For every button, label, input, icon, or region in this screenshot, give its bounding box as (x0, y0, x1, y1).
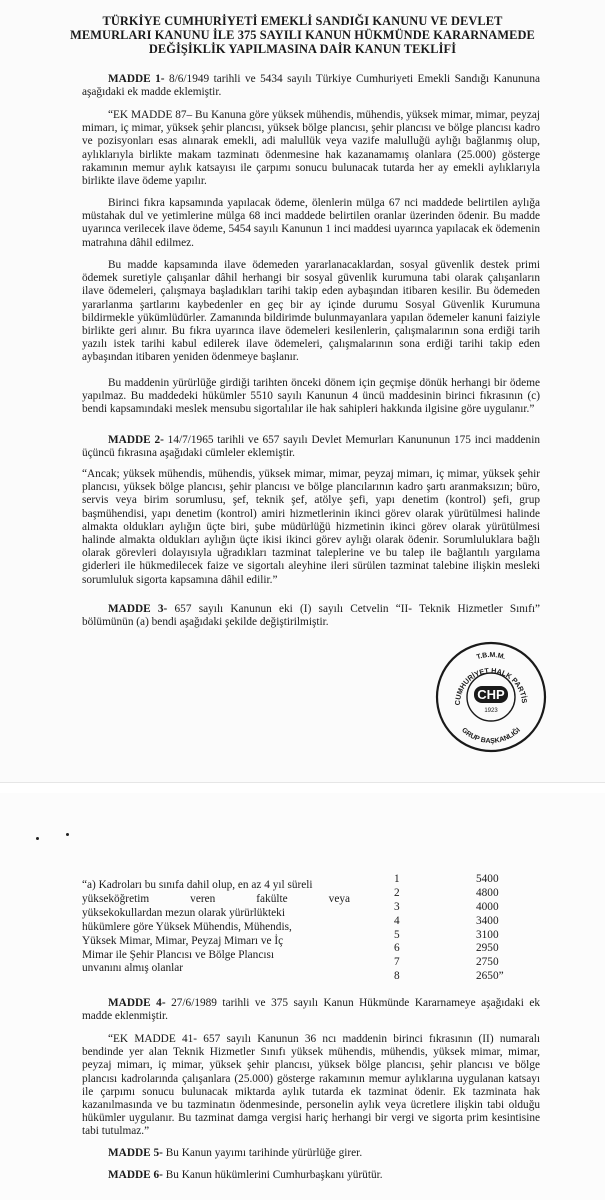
chp-group-stamp (432, 638, 550, 756)
madde-6-text: Bu Kanun hükümlerini Cumhurbaşkanı yürütür. (165, 1169, 383, 1181)
kadro-line: yükseköğretim veren fakülte veya (82, 892, 350, 905)
madde-1-intro (82, 73, 540, 99)
madde-1-heading: MADDE 1- (108, 73, 165, 85)
kadro-line: Yüksek Mimar, Mimar, Peyzaj Mimarı ve İç (82, 934, 284, 947)
madde-3-intro-text: 657 sayılı Kanunun eki (I) sayılı Cetvelin “II- Teknik Hizmetler Sınıfı” bölümünün (a) bendi aşağıdaki şekilde değiştirilmiştir. (82, 603, 540, 629)
kadro-line: unvanını almış olanlar (82, 962, 184, 975)
table-row: 6 2950 (394, 942, 499, 955)
scan-mark (66, 833, 69, 836)
title-line-1: TÜRKİYE CUMHURİYETİ EMEKLİ SANDIĞI KANUNU VE DEVLET (102, 14, 503, 28)
madde-4-intro-text: 27/6/1989 tarihli ve 375 sayılı Kanun Hükmünde Kararnameye aşağıdaki ek madde eklenmiştir. (82, 997, 540, 1023)
page-gap (0, 783, 605, 793)
stamp-top-text: T.B.M.M. (475, 651, 507, 662)
madde-2-paragraph-1: “Ancak; yüksek mühendis, mühendis, yüksek mimar, mimar, peyzaj mimarı, iç mimar, yüksek şehir plancısı, yüksek bölge plancısı, şehir plancısı ve bölge plancılarının kadro şartı aranmaksızın; büro, servis veya birim sorumlusu, şef, teknik şef, atölye şefi, yapı denetim (kontrol) şefi, grup başmühendisi, yapı denetim (kontrol) amiri hizmetlerinin ikinci görev olarak yürütülmesi halinde almakta oldukları aylığın üçte biri, şube müdürlüğü hizmetinin ikinci görev olarak yürütülmesi halinde almakta oldukları aylığın üçte ikisi ikinci görev aylığı olarak ödenir. Sorumluluklara bağlı olarak görevleri dolayısıyla uğradıkları tazminat taleplerine ve bu talep ile bağlantılı yargılama giderleri ile hükmedilecek faize ve sigortalı aleyhine ileri sürülen tazminat talebine ilişkin mesleki sorumluluk sigorta kapsamına dâhil edilir.” (82, 468, 540, 586)
kadro-line: Mimar ile Şehir Plancısı ve Bölge Plancısı (82, 948, 275, 961)
scan-mark (36, 837, 39, 840)
madde-6-heading: MADDE 6- (108, 1169, 163, 1181)
stamp-logo-text: CHP (477, 687, 505, 702)
madde-1-paragraph-2: Birinci fıkra kapsamında yapılacak ödeme, ölenlerin mülga 67 nci maddede belirtilen aylığa müstahak dul ve yetimlerine mülga 68 inci maddede belirtilen oranlar üzerinden ödenir. Bu madde uyarınca verilecek ilave ödeme, 5454 sayılı Kanunun 1 inci maddesi uyarınca yapılacak ek ödemenin matrahına dâhil edilmez. (82, 197, 540, 249)
table-row: 7 2750 (394, 956, 499, 969)
madde-5-heading: MADDE 5- (108, 1147, 163, 1159)
kadro-line: hükümlere göre Yüksek Mühendis, Mühendis, (82, 920, 292, 933)
kadro-line: yüksekokullardan mezun olarak yürürlükteki (82, 906, 285, 919)
madde-1-paragraph-1: “EK MADDE 87– Bu Kanuna göre yüksek mühendis, mühendis, yüksek mimar, mimar, peyzaj mimarı, iç mimar, yüksek şehir plancısı, yüksek bölge plancısı, şehir plancısı ve bölge plancısı kadro ve pozisyonları esas alınarak emekli, adi malullük veya vazife malulluğü aylığı bağlanmış olup, aylıklarıyla birlikte makam tazminatı ödenmesine hak kazanamamış olanlara (25.000) gösterge rakamının memur aylık katsayısı ile çarpımı sonucu bulunacak tutarda her ay emekli aylıklarıyla birlikte ilave ödeme yapılır. (82, 109, 540, 188)
madde-1-paragraph-3: Bu madde kapsamında ilave ödemeden yararlanacaklardan, sosyal güvenlik destek primi ödemek suretiyle çalışanlar dâhil herhangi bir sosyal güvenlik kurumuna tabi olarak çalışanların ilave ödemeleri, çalışmaya başladıkları tarihi takip eden aybaşından itibaren kesilir. Bu ödemeden yararlanma şartlarını kaybedenler en geç bir ay içinde durumu Sosyal Güvenlik Kurumuna bildirmekle yükümlüdürler. Zamanında bildirimde bulunmayanlara yapılan ödemeler kanuni faiziyle birlikte geri alınır. Bu fıkra uyarınca ilave ödemeleri kesilenlerin, çalışmalarının sona erdiği tarih yazılı istek tarihi kabul edilerek ilave ödemeleri, çalışmalarının sona erdiği tarihi takip eden aybaşından itibaren yeniden ödenmeye başlanır. (82, 259, 540, 364)
madde-4-paragraph-1: “EK MADDE 41- 657 sayılı Kanunun 36 ncı maddenin birinci fıkrasının (II) numaralı bendinde yer alan Teknik Hizmetler Sınıfı yüksek mühendis, mühendis, yüksek mimar, mimar, peyzaj mimarı, iç mimar, yüksek şehir plancısı, yüksek bölge plancısı, şehir plancısı ve bölge plancısı kadrolarında çalışanlara (25.000) gösterge rakamının memur aylıklarına uygulanan katsayı ile çarpımı sonucu bulunacak miktarda aylık tutarda ek tazminat ödenir. Ek tazminata hak kazanılmasında ve bu tazminatın ödenmesinde, personelin aylık veya ücretlere ilişkin tabi olduğu hükümler uygulanır. Bu tazminat damga vergisi hariç herhangi bir vergi ve sigorta prim kesintisine tabi tutulmaz.” (82, 1033, 540, 1138)
table-row: 3 4000 (394, 900, 499, 913)
title-line-2: MEMURLARI KANUNU İLE 375 SAYILI KANUN HÜKMÜNDE KARARNAMEDE (70, 28, 535, 42)
madde-2-heading: MADDE 2- (108, 434, 164, 446)
stamp-party-name: CUMHURİYET HALK PARTİS (452, 665, 530, 706)
stamp-year: 1923 (484, 708, 498, 714)
madde-3-heading: MADDE 3- (108, 603, 168, 615)
document-title (40, 14, 565, 56)
madde-5-text: Bu Kanun yayımı tarihinde yürürlüğe girer. (165, 1147, 363, 1159)
madde-1-intro-text: 8/6/1949 tarihli ve 5434 sayılı Türkiye Cumhuriyeti Emekli Sandığı Kanununa aşağıdaki ek madde eklemiştir. (82, 73, 540, 99)
table-row: 8 2650” (394, 970, 504, 983)
title-line-3: DEĞİŞİKLİK YAPILMASINA DAİR KANUN TEKLİFİ (148, 42, 457, 56)
stamp-bottom-text: GRUP BAŞKANLIĞI (460, 726, 522, 746)
madde-5 (82, 1147, 540, 1160)
madde-6 (82, 1169, 540, 1182)
document-page-2 (0, 793, 605, 1200)
madde-2-intro (82, 434, 540, 460)
table-row: 4 3400 (394, 914, 499, 927)
madde-3-intro (82, 603, 540, 629)
kadro-line: “a) Kadroları bu sınıfa dahil olup, en az 4 yıl süreli (82, 879, 313, 891)
madde-1-paragraph-4: Bu maddenin yürürlüğe girdiği tarihten önceki dönem için geçmişe dönük herhangi bir ödeme yapılmaz. Bu maddedeki hükümler 5510 sayılı Kanunun 4 üncü maddesinin birinci fıkrasının (c) bendi kapsamındaki meslek mensubu sigortalılar ile hak sahipleri hakkında ilgisine göre uygulanır.” (82, 377, 540, 416)
gosterge-table (380, 873, 530, 984)
madde-4-heading: MADDE 4- (108, 997, 166, 1009)
table-row: 2 4800 (394, 886, 499, 899)
madde-4-intro (82, 997, 540, 1023)
kadro-description (82, 879, 350, 976)
madde-2-intro-text: 14/7/1965 tarihli ve 657 sayılı Devlet Memurları Kanununun 175 inci maddenin üçüncü fıkrasına aşağıdaki cümleler eklemiştir. (82, 434, 540, 460)
table-row: 5 3100 (394, 928, 499, 941)
table-row: 1 5400 (394, 873, 499, 885)
